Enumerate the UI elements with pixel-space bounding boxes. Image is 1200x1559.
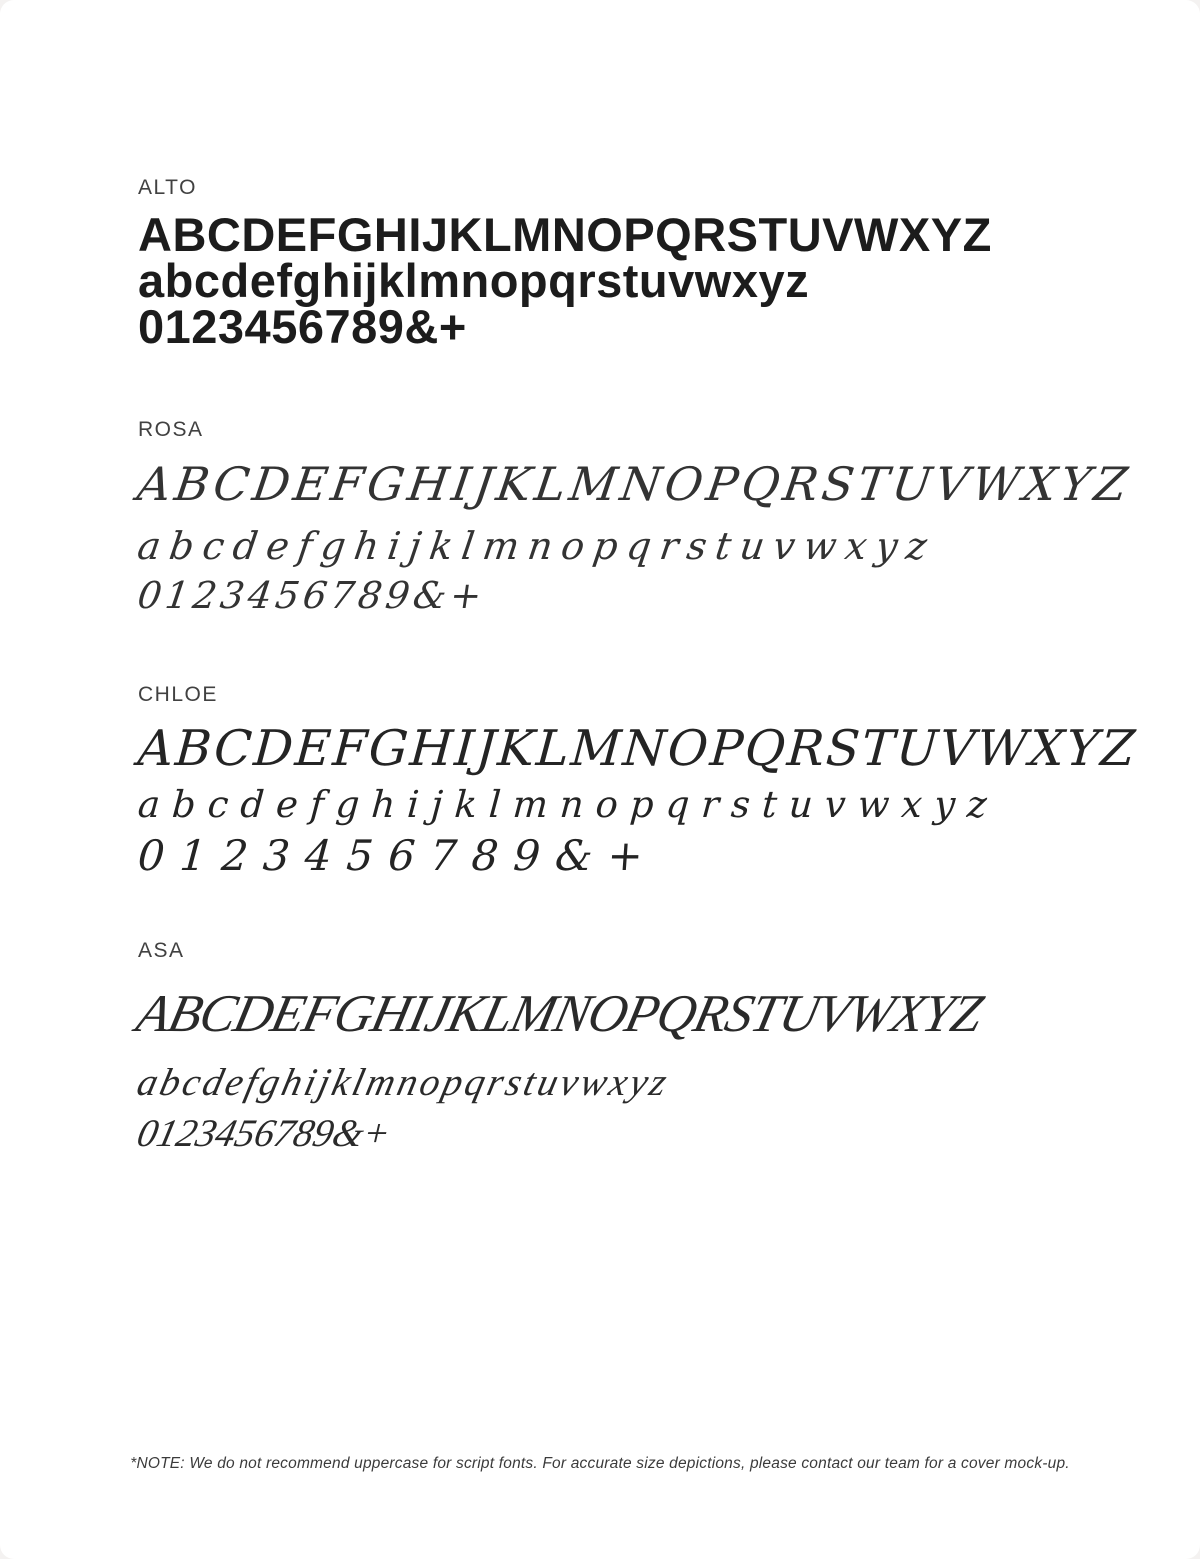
chloe-lowercase-specimen: abcdefghijklmnopqrstuvwxyz [136, 783, 1001, 826]
chloe-numerals-specimen: 0123456789&+ [136, 831, 660, 880]
section-alto [0, 176, 1200, 353]
chloe-uppercase-specimen: ABCDEFGHIJKLMNOPQRSTUVWXYZ [136, 720, 1139, 777]
font-name-label-rosa: ROSA [138, 418, 204, 441]
rosa-uppercase-specimen: ABCDEFGHIJKLMNOPQRSTUVWXYZ [134, 457, 1135, 511]
asa-numerals-specimen: 0123456789&+ [133, 1112, 395, 1155]
asa-lowercase-specimen: abcdefghijklmnopqrstuvwxyz [133, 1061, 674, 1104]
rosa-numerals-specimen: 0123456789&+ [134, 574, 489, 617]
footnote: *NOTE: We do not recommend uppercase for script fonts. For accurate size depictions, please contact our team for a cover mock-up. [130, 1455, 1070, 1472]
font-name-label-asa: ASA [138, 939, 185, 962]
alto-numerals-specimen: 0123456789&+ [138, 300, 467, 353]
section-rosa [0, 418, 1200, 619]
asa-uppercase-specimen: ABCDEFGHIJKLMNOPQRSTUVWXYZ [131, 985, 988, 1043]
alto-uppercase-specimen: ABCDEFGHIJKLMNOPQRSTUVWXYZ [138, 208, 992, 261]
alto-lowercase-specimen: abcdefghijklmnopqrstuvwxyz [138, 254, 810, 307]
section-chloe [0, 683, 1200, 883]
rosa-lowercase-specimen: abcdefghijklmnopqrstuvwxyz [134, 524, 939, 568]
section-asa [0, 939, 1200, 1159]
font-name-label-chloe: CHLOE [138, 683, 218, 706]
font-name-label-alto: ALTO [138, 176, 197, 199]
